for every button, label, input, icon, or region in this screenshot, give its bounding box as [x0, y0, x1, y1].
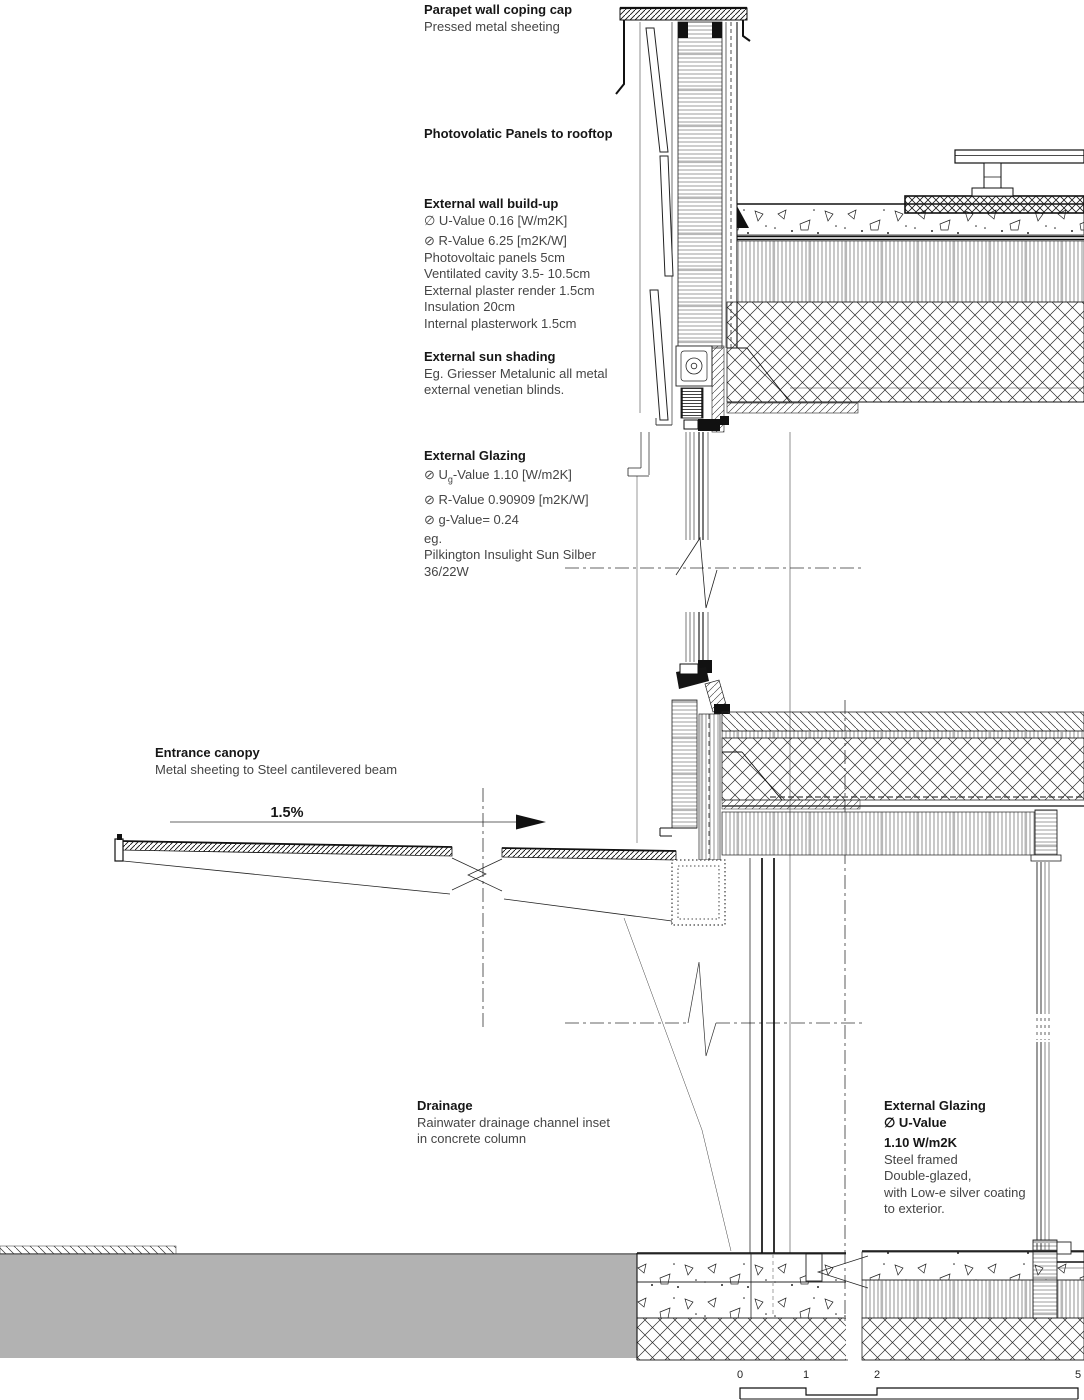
annotation-title: External wall build-up [424, 196, 559, 211]
annotation-line: Pressed metal sheeting [424, 18, 560, 34]
annotation-line: Photovoltaic panels 5cm [424, 249, 565, 265]
annotation-line: ⊘ R-Value 0.90909 [m2K/W] [424, 491, 589, 507]
annotation-title: Drainage [417, 1098, 473, 1113]
concrete-column [750, 858, 774, 1253]
annotation-line: Eg. Griesser Metalunic all metal [424, 365, 608, 381]
annotation-line: in concrete column [417, 1131, 527, 1146]
slope-label: 1.5% [270, 805, 304, 821]
annotation-line: with Low-e silver coating [884, 1184, 1026, 1200]
annotation-wall-buildup [424, 196, 595, 332]
annotation-line: ⊘ R-Value 6.25 [m2K/W] [424, 233, 567, 248]
annotation-title: Parapet wall coping cap [424, 2, 573, 17]
slope-arrow [170, 805, 546, 830]
scale-bar [737, 1369, 1081, 1399]
annotation-title: Entrance canopy [155, 745, 260, 760]
annotation-line: Pilkington Insulight Sun Silber [424, 547, 596, 563]
annotation-entrance-canopy [155, 745, 397, 778]
annotation-parapet [424, 2, 572, 35]
blind-slat-stack [681, 388, 703, 418]
annotation-line: eg. [424, 530, 443, 546]
annotation-line: Rainwater drainage channel inset [417, 1114, 610, 1130]
entrance-canopy [115, 834, 725, 925]
annotation-glazing-upper [424, 448, 596, 580]
scale-label-0: 0 [736, 1369, 744, 1381]
level1-slab [660, 700, 1084, 861]
blind-box-level1 [1035, 810, 1057, 855]
annotation-line: ∅ U-Value 0.16 [W/m2K] [424, 212, 568, 228]
ground-gray-mass [0, 1255, 637, 1358]
scale-label-2: 2 [873, 1369, 881, 1381]
annotation-line: Internal plasterwork 1.5cm [424, 315, 577, 331]
glazing-base-frame [1033, 1240, 1057, 1318]
annotation-line: 36/22W [424, 563, 469, 579]
annotation-title: External sun shading [424, 349, 556, 364]
scale-label-1: 1 [802, 1369, 810, 1381]
ground [0, 1240, 1084, 1366]
pv-mount [905, 150, 1084, 213]
annotation-line: Metal sheeting to Steel cantilevered beam [155, 761, 398, 777]
drainage-leader-line [624, 918, 731, 1251]
ground-glazing [1037, 862, 1049, 1250]
annotation-line-ug-value: ⊘ $U_g$-Value 1.10 [W/m2K] [424, 466, 572, 485]
break-symbol-canopy [452, 858, 502, 891]
annotation-line: ∅ U-Value [884, 1114, 947, 1130]
wall-below-sill [672, 700, 697, 828]
annotation-title: External Glazing [884, 1098, 986, 1113]
annotation-sun-shading [424, 349, 608, 399]
annotation-line: external venetian blinds. [424, 382, 565, 397]
annotation-title: Photovolatic Panels to rooftop [424, 126, 613, 141]
scale-label-5: 5 [1074, 1369, 1082, 1381]
annotation-line: Steel framed [884, 1151, 958, 1167]
annotation-line: Insulation 20cm [424, 299, 516, 314]
annotation-line: External plaster render 1.5cm [424, 282, 595, 298]
annotation-glazing-lower [884, 1098, 1026, 1218]
break-symbol-upper [676, 538, 717, 608]
drainage-channel-inset [806, 1254, 822, 1281]
annotation-line: ⊘ g-Value= 0.24 [424, 512, 519, 528]
annotation-pv-panels [424, 126, 613, 143]
upper-glazing [628, 432, 717, 662]
annotation-line: to exterior. [884, 1201, 945, 1216]
steel-beam-anchor [672, 860, 725, 925]
annotation-title: External Glazing [424, 448, 526, 463]
annotation-line: Ventilated cavity 3.5- 10.5cm [424, 266, 591, 281]
sun-shading-box [676, 346, 729, 432]
roof-assembly [727, 204, 1084, 413]
annotation-line: 1.10 W/m2K [884, 1135, 957, 1150]
annotation-drainage [417, 1098, 610, 1148]
annotation-line: Double-glazed, [884, 1168, 972, 1183]
pv-panel-cladding [646, 28, 673, 420]
slab-soffit-insulation [722, 812, 1035, 855]
parapet-wall [678, 22, 737, 348]
